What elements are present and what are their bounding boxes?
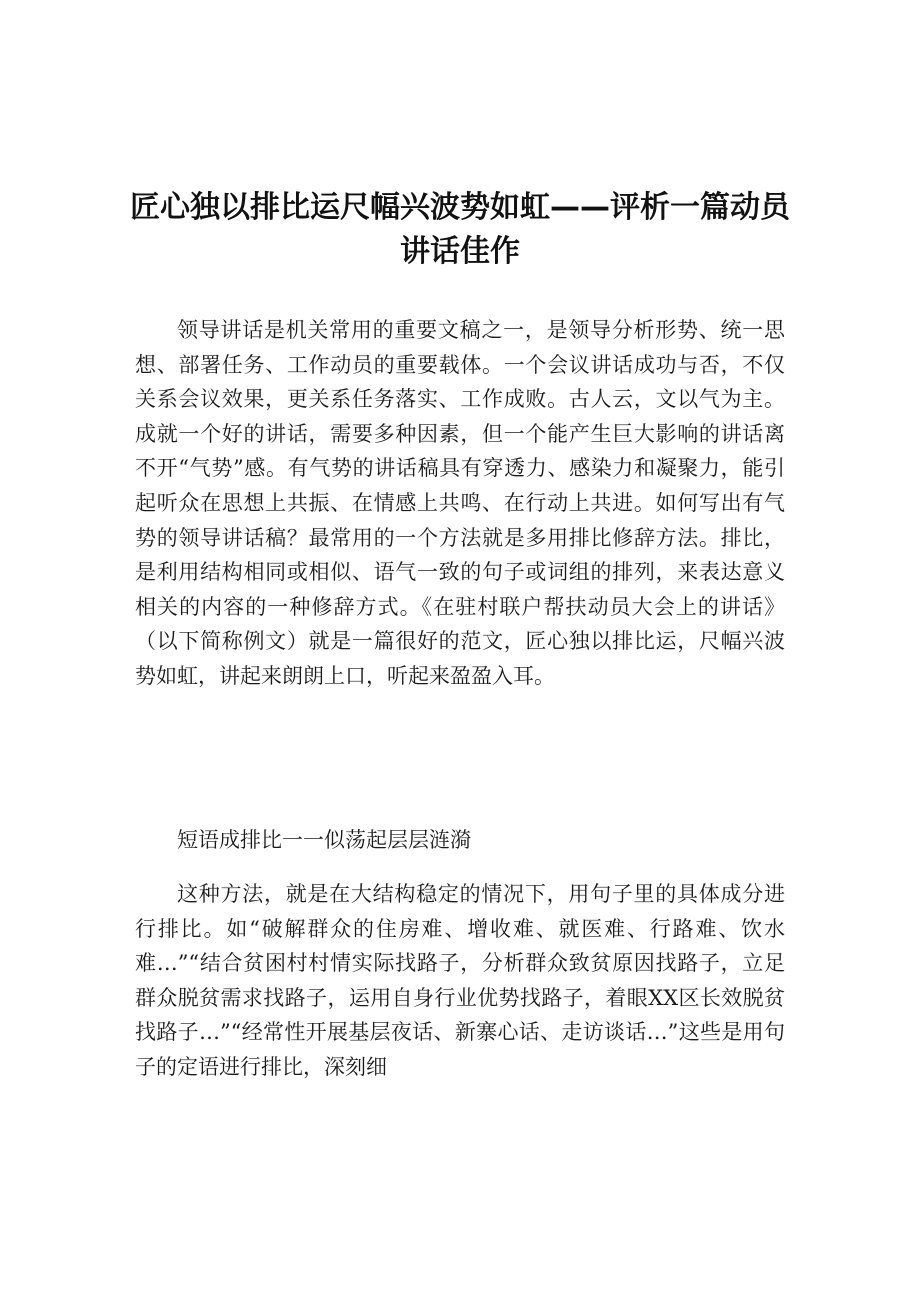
section-heading: 短语成排比一一似荡起层层涟漪 — [177, 828, 471, 852]
document-title: 匠心独以排比运尺幅兴波势如虹——评析一篇动员讲话佳作 — [130, 190, 790, 269]
body-paragraph-phrase-parallelism: 这种方法，就是在大结构稳定的情况下，用句子里的具体成分进行排比。如“破解群众的住房难、增收难、就医难、行路难、饮水难…”“结合贫困村村情实际找路子，分析群众致贫原因找路子，立足群众脱贫需求找路子，运用自身行业优势找路子，着眼XX区长效脱贫找路子…”“经常性开展基层夜话、新寨心话、走访谈话…”这些是用句子的定语进行排比，深刻细 — [135, 882, 785, 1079]
body-paragraph-intro: 领导讲话是机关常用的重要文稿之一，是领导分析形势、统一思想、部署任务、工作动员的重要载体。一个会议讲话成功与否，不仅关系会议效果，更关系任务落实、工作成败。古人云，文以气为主。成就一个好的讲话，需要多种因素，但一个能产生巨大影响的讲话离不开“气势”感。有气势的讲话稿具有穿透力、感染力和凝聚力，能引起听众在思想上共振、在情感上共鸣、在行动上共进。如何写出有气势的领导讲话稿？最常用的一个方法就是多用排比修辞方法。排比，是利用结构相同或相似、语气一致的句子或词组的排列，来表达意义相关的内容的一种修辞方式。《在驻村联户帮扶动员大会上的讲话》（以下简称例文）就是一篇很好的范文，匠心独以排比运，尺幅兴波势如虹，讲起来朗朗上口，听起来盈盈入耳。 — [135, 318, 785, 688]
